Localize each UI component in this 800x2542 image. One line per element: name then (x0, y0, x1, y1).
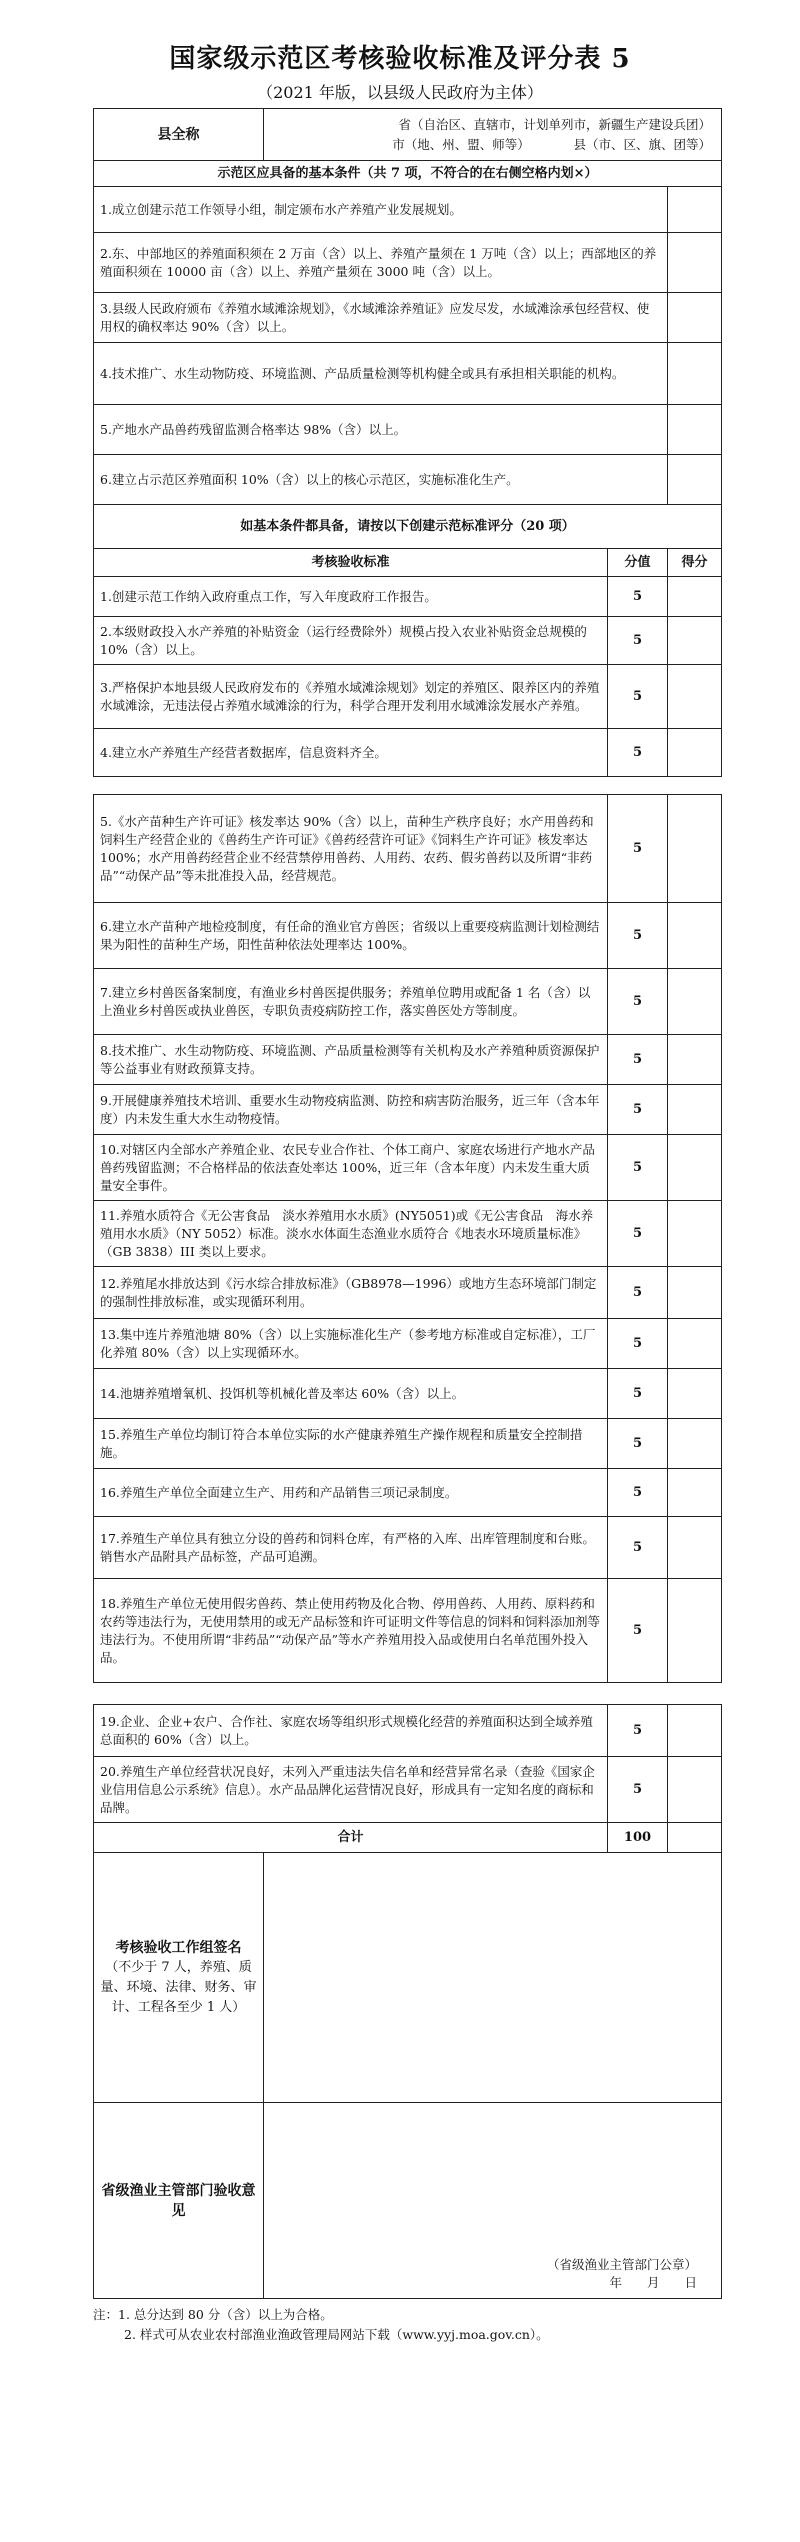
scoring-table (93, 108, 722, 2299)
basic-condition-check-cell[interactable] (668, 343, 722, 405)
basic-condition-row (94, 187, 722, 233)
scoring-item-points: 5 (608, 617, 668, 665)
scoring-item-row (94, 1369, 722, 1419)
basic-condition-row (94, 343, 722, 405)
scoring-item-row (94, 1201, 722, 1267)
scoring-item-text: 4.建立水产养殖生产经营者数据库，信息资料齐全。 (94, 729, 608, 777)
scoring-item-score-cell[interactable] (668, 1135, 722, 1201)
scoring-item-row (94, 903, 722, 969)
total-row (94, 1823, 722, 1853)
scoring-item-points: 5 (608, 1085, 668, 1135)
scoring-item-text: 12.养殖尾水排放达到《污水综合排放标准》（GB8978—1996）或地方生态环境部门制定的强制性排放标准，或实现循环利用。 (94, 1267, 608, 1319)
scoring-item-row (94, 1085, 722, 1135)
basic-condition-check-cell[interactable] (668, 405, 722, 455)
scoring-item-points: 5 (608, 1705, 668, 1757)
scoring-item-points: 5 (608, 1135, 668, 1201)
county-line-province: 省（自治区、直辖市，计划单列市，新疆生产建设兵团） (398, 116, 711, 132)
scoring-item-score-cell[interactable] (668, 1035, 722, 1085)
basic-condition-text: 5.产地水产品兽药残留监测合格率达 98%（含）以上。 (94, 405, 668, 455)
basic-condition-row (94, 293, 722, 343)
scoring-item-text: 10.对辖区内全部水产养殖企业、农民专业合作社、个体工商户、家庭农场进行产地水产品兽药残留监测；不合格样品的依法查处率达 100%，近三年（含本年度）内未发生重大质量安全事件。 (94, 1135, 608, 1201)
basic-condition-check-cell[interactable] (668, 233, 722, 293)
scoring-item-score-cell[interactable] (668, 1705, 722, 1757)
scoring-item-points: 5 (608, 1369, 668, 1419)
scoring-item-text: 19.企业、企业+农户、合作社、家庭农场等组织形式规模化经营的养殖面积达到全域养殖总面积的 60%（含）以上。 (94, 1705, 608, 1757)
scoring-item-row (94, 1267, 722, 1319)
scoring-item-row (94, 1319, 722, 1369)
basic-conditions-heading-row (94, 161, 722, 187)
scoring-column-header-row (94, 549, 722, 577)
basic-condition-text: 2.东、中部地区的养殖面积须在 2 万亩（含）以上、养殖产量须在 1 万吨（含）以上；西部地区的养殖面积须在 10000 亩（含）以上、养殖产量须在 3000 吨（含）以上。 (94, 233, 668, 293)
county-row (94, 109, 722, 161)
scoring-item-score-cell[interactable] (668, 1469, 722, 1517)
signature-area[interactable] (264, 1853, 722, 2103)
scoring-item-score-cell[interactable] (668, 577, 722, 617)
scoring-item-points: 5 (608, 1757, 668, 1823)
seal-text: （省级渔业主管部门公章） (546, 2257, 697, 2272)
scoring-item-score-cell[interactable] (668, 1369, 722, 1419)
signature-group-note: （不少于 7 人，养殖、质量、环境、法律、财务、审计、工程各至少 1 人） (100, 1959, 257, 2015)
scoring-item-score-cell[interactable] (668, 1579, 722, 1683)
scoring-item-row (94, 729, 722, 777)
table-gap (94, 1683, 722, 1705)
column-header-standard: 考核验收标准 (94, 549, 608, 577)
scoring-item-score-cell[interactable] (668, 1517, 722, 1579)
scoring-item-row (94, 1469, 722, 1517)
scoring-item-row (94, 1579, 722, 1683)
county-fill-field[interactable] (264, 109, 722, 161)
scoring-item-text: 14.池塘养殖增氧机、投饵机等机械化普及率达 60%（含）以上。 (94, 1369, 608, 1419)
scoring-item-row (94, 577, 722, 617)
scoring-item-points: 5 (608, 1579, 668, 1683)
notes (93, 2299, 721, 2345)
scoring-item-row (94, 1757, 722, 1823)
county-line-city: 市（地、州、盟、师等） 县（市、区、旗、团等） (392, 136, 711, 152)
scoring-item-score-cell[interactable] (668, 1201, 722, 1267)
scoring-item-row (94, 617, 722, 665)
scoring-item-row (94, 1035, 722, 1085)
scoring-item-text: 7.建立乡村兽医备案制度，有渔业乡村兽医提供服务；养殖单位聘用或配备 1 名（含）以上渔业乡村兽医或执业兽医，专职负责疫病防控工作，落实兽医处方等制度。 (94, 969, 608, 1035)
scoring-item-points: 5 (608, 1035, 668, 1085)
scoring-item-text: 3.严格保护本地县级人民政府发布的《养殖水域滩涂规划》划定的养殖区、限养区内的养殖水域滩涂，无违法侵占养殖水域滩涂的行为，科学合理开发利用水域滩涂发展水产养殖。 (94, 665, 608, 729)
signature-group-label: 考核验收工作组签名 (115, 1939, 242, 1956)
basic-condition-check-cell[interactable] (668, 293, 722, 343)
scoring-item-text: 20.养殖生产单位经营状况良好，未列入严重违法失信名单和经营异常名录（查验《国家企业信用信息公示系统》信息）。水产品品牌化运营情况良好，形成具有一定知名度的商标和品牌。 (94, 1757, 608, 1823)
scoring-item-score-cell[interactable] (668, 729, 722, 777)
note-line-2: 2. 样式可从农业农村部渔业渔政管理局网站下载（www.yyj.moa.gov.cn）。 (124, 2327, 549, 2342)
scoring-item-score-cell[interactable] (668, 1419, 722, 1469)
scoring-item-score-cell[interactable] (668, 1319, 722, 1369)
basic-condition-row (94, 233, 722, 293)
table-gap (94, 777, 722, 795)
scoring-item-text: 11.养殖水质符合《无公害食品 淡水养殖用水水质》(NY5051)或《无公害食品 海水养殖用水水质》（NY 5052）标准。淡水水体面生态渔业水质符合《地表水环境质量标准》（GB 3838）III 类以上要求。 (94, 1201, 608, 1267)
scoring-item-row (94, 795, 722, 903)
basic-condition-row (94, 455, 722, 505)
scoring-item-points: 5 (608, 577, 668, 617)
basic-condition-text: 6.建立占示范区养殖面积 10%（含）以上的核心示范区，实施标准化生产。 (94, 455, 668, 505)
basic-condition-check-cell[interactable] (668, 455, 722, 505)
scoring-item-row (94, 969, 722, 1035)
scoring-item-row (94, 1419, 722, 1469)
scoring-item-text: 1.创建示范工作纳入政府重点工作，写入年度政府工作报告。 (94, 577, 608, 617)
county-label: 县全称 (94, 109, 264, 161)
scoring-item-score-cell[interactable] (668, 795, 722, 903)
date-text: 年 月 日 (609, 2275, 697, 2290)
scoring-item-score-cell[interactable] (668, 903, 722, 969)
scoring-item-text: 9.开展健康养殖技术培训、重要水生动物疫病监测、防控和病害防治服务，近三年（含本年度）内未发生重大水生动物疫情。 (94, 1085, 608, 1135)
scoring-heading-row (94, 505, 722, 549)
scoring-heading: 如基本条件都具备，请按以下创建示范标准评分（20 项） (94, 505, 722, 549)
scoring-item-score-cell[interactable] (668, 665, 722, 729)
scoring-item-points: 5 (608, 1517, 668, 1579)
scoring-item-text: 6.建立水产苗种产地检疫制度，有任命的渔业官方兽医；省级以上重要疫病监测计划检测结果为阳性的苗种生产场，阳性苗种依法处理率达 100%。 (94, 903, 608, 969)
scoring-item-text: 18.养殖生产单位无使用假劣兽药、禁止使用药物及化合物、停用兽药、人用药、原料药和农药等违法行为，无使用禁用的或无产品标签和许可证明文件等信息的饲料和饲料添加剂等违法行为。不使用所谓“非药品”“动保产品”等水产养殖用投入品或使用白名单范围外投入品。 (94, 1579, 608, 1683)
scoring-item-text: 16.养殖生产单位全面建立生产、用药和产品销售三项记录制度。 (94, 1469, 608, 1517)
basic-condition-text: 4.技术推广、水生动物防疫、环境监测、产品质量检测等机构健全或具有承担相关职能的机构。 (94, 343, 668, 405)
scoring-item-points: 5 (608, 1469, 668, 1517)
page-subtitle: （2021 年版，以县级人民政府为主体） (257, 83, 543, 102)
scoring-item-points: 5 (608, 903, 668, 969)
scoring-item-points: 5 (608, 1267, 668, 1319)
scoring-item-score-cell[interactable] (668, 1757, 722, 1823)
scoring-item-points: 5 (608, 1419, 668, 1469)
scoring-item-points: 5 (608, 665, 668, 729)
total-score-cell[interactable] (668, 1823, 722, 1853)
scoring-item-text: 8.技术推广、水生动物防疫、环境监测、产品质量检测等有关机构及水产养殖种质资源保护等公益事业有财政预算支持。 (94, 1035, 608, 1085)
scoring-item-points: 5 (608, 969, 668, 1035)
scoring-item-text: 13.集中连片养殖池塘 80%（含）以上实施标准化生产（参考地方标准或自定标准），工厂化养殖 80%（含）以上实现循环水。 (94, 1319, 608, 1369)
note-line-1: 注：1. 总分达到 80 分（含）以上为合格。 (93, 2307, 333, 2322)
scoring-item-row (94, 1705, 722, 1757)
signature-row (94, 1853, 722, 2103)
page-title: 国家级示范区考核验收标准及评分表 5 (169, 44, 631, 74)
opinion-area[interactable] (264, 2103, 722, 2299)
scoring-item-row (94, 1135, 722, 1201)
scoring-item-points: 5 (608, 1201, 668, 1267)
scoring-item-score-cell[interactable] (668, 1085, 722, 1135)
scoring-item-points: 5 (608, 795, 668, 903)
scoring-item-score-cell[interactable] (668, 617, 722, 665)
opinion-label-cell (94, 2103, 264, 2299)
scoring-item-text: 15.养殖生产单位均制订符合本单位实际的水产健康养殖生产操作规程和质量安全控制措施。 (94, 1419, 608, 1469)
scoring-item-points: 5 (608, 1319, 668, 1369)
scoring-item-text: 2.本级财政投入水产养殖的补贴资金（运行经费除外）规模占投入农业补贴资金总规模的 10%（含）以上。 (94, 617, 608, 665)
opinion-row (94, 2103, 722, 2299)
scoring-item-score-cell[interactable] (668, 969, 722, 1035)
scoring-item-score-cell[interactable] (668, 1267, 722, 1319)
basic-conditions-heading: 示范区应具备的基本条件（共 7 项，不符合的在右侧空格内划×） (94, 161, 722, 187)
scoring-item-row (94, 665, 722, 729)
basic-condition-row (94, 405, 722, 455)
basic-condition-check-cell[interactable] (668, 187, 722, 233)
total-label: 合计 (94, 1823, 608, 1853)
basic-condition-text: 3.县级人民政府颁布《养殖水域滩涂规划》，《水域滩涂养殖证》应发尽发，水域滩涂承包经营权、使用权的确权率达 90%（含）以上。 (94, 293, 668, 343)
scoring-item-points: 5 (608, 729, 668, 777)
column-header-points: 分值 (608, 549, 668, 577)
scoring-item-text: 5.《水产苗种生产许可证》核发率达 90%（含）以上，苗种生产秩序良好；水产用兽药和饲料生产经营企业的《兽药生产许可证》《兽药经营许可证》《饲料生产许可证》核发率达 100%；水产用兽药经营企业不经营禁停用兽药、人用药、农药、假劣兽药以及所谓“非药品”“动保产品”等未批准投入品，经营规范。 (94, 795, 608, 903)
opinion-label: 省级渔业主管部门验收意见 (101, 2182, 256, 2219)
scoring-item-row (94, 1517, 722, 1579)
column-header-score: 得分 (668, 549, 722, 577)
basic-condition-text: 1.成立创建示范工作领导小组，制定颁布水产养殖产业发展规划。 (94, 187, 668, 233)
scoring-item-text: 17.养殖生产单位具有独立分设的兽药和饲料仓库，有严格的入库、出库管理制度和台账。销售水产品附具产品标签，产品可追溯。 (94, 1517, 608, 1579)
total-points: 100 (608, 1823, 668, 1853)
signature-label-cell (94, 1853, 264, 2103)
